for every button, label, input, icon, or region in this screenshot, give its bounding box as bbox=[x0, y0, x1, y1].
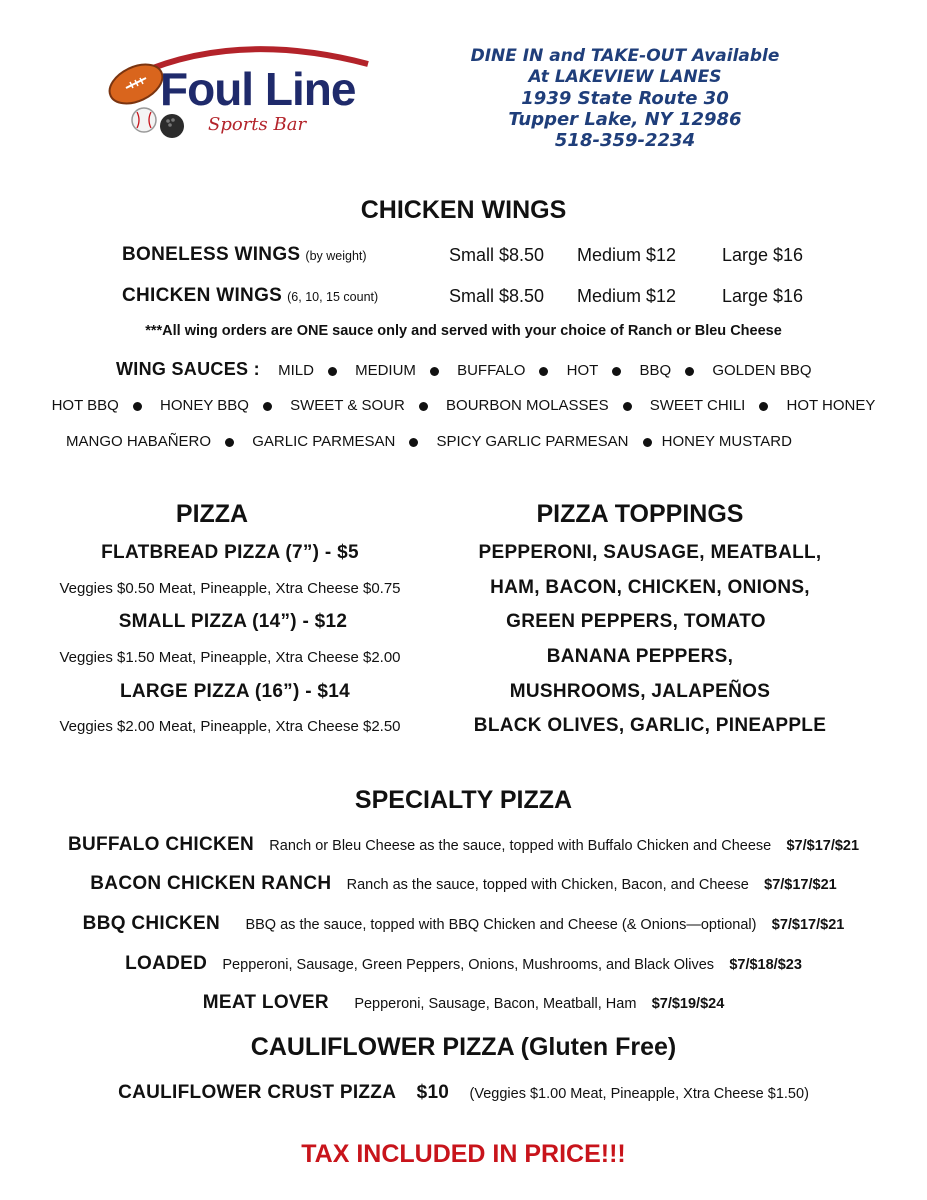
sauce-item: HONEY MUSTARD bbox=[661, 433, 792, 450]
pizza-item-extras: Veggies $2.00 Meat, Pineapple, Xtra Cheese $2.50 bbox=[59, 718, 401, 735]
pizza-title: PIZZA bbox=[175, 500, 249, 528]
specialty-price: $7/$19/$24 bbox=[651, 996, 725, 1012]
specialty-name: BBQ CHICKEN bbox=[82, 913, 221, 934]
bullet-icon bbox=[759, 402, 768, 411]
specialty-item bbox=[0, 873, 927, 895]
wing-item-label: CHICKEN WINGS bbox=[122, 285, 283, 306]
sauce-item: HOT BBQ bbox=[51, 397, 119, 414]
sauce-item: BUFFALO bbox=[457, 362, 526, 379]
header-line-1: DINE IN and TAKE-OUT Available bbox=[470, 46, 780, 66]
wing-sauces-row-3 bbox=[0, 433, 858, 450]
bullet-icon bbox=[643, 438, 652, 447]
wing-sauces-row-2 bbox=[0, 397, 927, 414]
toppings-title: PIZZA TOPPINGS bbox=[536, 500, 744, 528]
wing-small-price: Small $8.50 bbox=[449, 286, 545, 306]
topping-line: BANANA PEPPERS, bbox=[546, 646, 734, 667]
tax-notice: TAX INCLUDED IN PRICE!!! bbox=[301, 1140, 626, 1168]
sauce-item: BBQ bbox=[639, 362, 672, 379]
football-icon bbox=[104, 60, 168, 108]
specialty-name: BUFFALO CHICKEN bbox=[67, 834, 255, 855]
specialty-desc: Ranch as the sauce, topped with Chicken, Bacon, and Cheese bbox=[346, 877, 749, 893]
wing-notice: ***All wing orders are ONE sauce only and served with your choice of Ranch or Bleu Cheese bbox=[145, 323, 782, 339]
sauce-item: MEDIUM bbox=[355, 362, 416, 379]
specialty-title: SPECIALTY PIZZA bbox=[354, 786, 573, 814]
bowling-ball-icon bbox=[158, 112, 188, 140]
header-phone: 518-359-2234 bbox=[554, 130, 696, 151]
topping-line: GREEN PEPPERS, TOMATO bbox=[506, 611, 766, 632]
cauliflower-item bbox=[0, 1082, 927, 1104]
pizza-item-name: FLATBREAD PIZZA (7”) - $5 bbox=[101, 542, 359, 563]
wing-sauces-label: WING SAUCES : bbox=[116, 359, 260, 379]
bullet-icon bbox=[623, 402, 632, 411]
header-line-3: 1939 State Route 30 bbox=[521, 88, 729, 109]
specialty-desc: Pepperoni, Sausage, Bacon, Meatball, Ham bbox=[354, 996, 637, 1012]
bullet-icon bbox=[539, 367, 548, 376]
sauce-item: MANGO HABAÑERO bbox=[66, 433, 212, 450]
cauliflower-extras: (Veggies $1.00 Meat, Pineapple, Xtra Cheese $1.50) bbox=[469, 1086, 809, 1102]
sauce-item: GARLIC PARMESAN bbox=[252, 433, 396, 450]
sauce-item: HONEY BBQ bbox=[160, 397, 249, 414]
specialty-item bbox=[0, 953, 927, 975]
bullet-icon bbox=[328, 367, 337, 376]
wing-item-label: BONELESS WINGS bbox=[122, 244, 301, 265]
cauliflower-price: $10 bbox=[416, 1082, 450, 1103]
sauce-item: HOT bbox=[566, 362, 599, 379]
pizza-item-name: LARGE PIZZA (16”) - $14 bbox=[119, 681, 350, 702]
specialty-price: $7/$17/$21 bbox=[764, 877, 837, 893]
bullet-icon bbox=[685, 367, 694, 376]
wing-medium-price: Medium $12 bbox=[577, 286, 677, 306]
specialty-item bbox=[0, 913, 927, 935]
topping-line: PEPPERONI, SAUSAGE, MEATBALL, bbox=[478, 542, 822, 563]
wings-title: CHICKEN WINGS bbox=[360, 196, 567, 224]
specialty-price: $7/$17/$21 bbox=[771, 917, 845, 933]
specialty-name: MEAT LOVER bbox=[202, 992, 329, 1013]
wing-item-name bbox=[122, 244, 367, 266]
sauce-item: HOT HONEY bbox=[786, 397, 876, 414]
specialty-price: $7/$17/$21 bbox=[786, 838, 860, 854]
topping-line: HAM, BACON, CHICKEN, ONIONS, bbox=[490, 577, 810, 598]
header-line-4: Tupper Lake, NY 12986 bbox=[508, 109, 742, 130]
bullet-icon bbox=[409, 438, 418, 447]
sauce-item: SWEET & SOUR bbox=[290, 397, 405, 414]
specialty-price: $7/$18/$23 bbox=[729, 957, 802, 973]
bullet-icon bbox=[263, 402, 272, 411]
bullet-icon bbox=[225, 438, 234, 447]
wing-large-price: Large $16 bbox=[722, 245, 804, 265]
pizza-item-extras: Veggies $0.50 Meat, Pineapple, Xtra Cheese $0.75 bbox=[59, 580, 401, 597]
specialty-item bbox=[0, 992, 927, 1014]
bullet-icon bbox=[612, 367, 621, 376]
sauce-item: SPICY GARLIC PARMESAN bbox=[436, 433, 629, 450]
specialty-desc: Ranch or Bleu Cheese as the sauce, topped with Buffalo Chicken and Cheese bbox=[269, 838, 772, 854]
wing-item-note: (by weight) bbox=[305, 249, 367, 263]
wing-item-note: (6, 10, 15 count) bbox=[287, 290, 379, 304]
specialty-item bbox=[0, 834, 927, 856]
cauliflower-name: CAULIFLOWER CRUST PIZZA bbox=[118, 1082, 397, 1103]
header-line-2: At LAKEVIEW LANES bbox=[528, 67, 722, 87]
logo-title: Foul Line bbox=[160, 63, 356, 115]
wing-sauces-row-1 bbox=[116, 359, 812, 380]
pizza-item-name: SMALL PIZZA (14”) - $12 bbox=[118, 611, 348, 632]
wing-medium-price: Medium $12 bbox=[577, 245, 677, 265]
bullet-icon bbox=[419, 402, 428, 411]
bullet-icon bbox=[430, 367, 439, 376]
topping-line: MUSHROOMS, JALAPEÑOS bbox=[509, 681, 771, 702]
wing-small-price: Small $8.50 bbox=[449, 245, 545, 265]
sauce-item: GOLDEN BBQ bbox=[712, 362, 812, 379]
specialty-desc: BBQ as the sauce, topped with BBQ Chicken and Cheese (& Onions—optional) bbox=[245, 917, 757, 933]
sauce-item: SWEET CHILI bbox=[649, 397, 746, 414]
sauce-item: MILD bbox=[278, 362, 314, 379]
specialty-desc: Pepperoni, Sausage, Green Peppers, Onions, Mushrooms, and Black Olives bbox=[222, 957, 715, 973]
wing-large-price: Large $16 bbox=[722, 286, 804, 306]
cauliflower-title: CAULIFLOWER PIZZA (Gluten Free) bbox=[250, 1033, 677, 1061]
specialty-name: LOADED bbox=[125, 953, 208, 974]
pizza-item-extras: Veggies $1.50 Meat, Pineapple, Xtra Cheese $2.00 bbox=[59, 649, 401, 666]
specialty-name: BACON CHICKEN RANCH bbox=[90, 873, 332, 894]
bullet-icon bbox=[133, 402, 142, 411]
sauce-item: BOURBON MOLASSES bbox=[446, 397, 609, 414]
logo-subtitle: Sports Bar bbox=[208, 114, 307, 135]
topping-line: BLACK OLIVES, GARLIC, PINEAPPLE bbox=[473, 715, 827, 736]
wing-item-name bbox=[122, 285, 378, 307]
